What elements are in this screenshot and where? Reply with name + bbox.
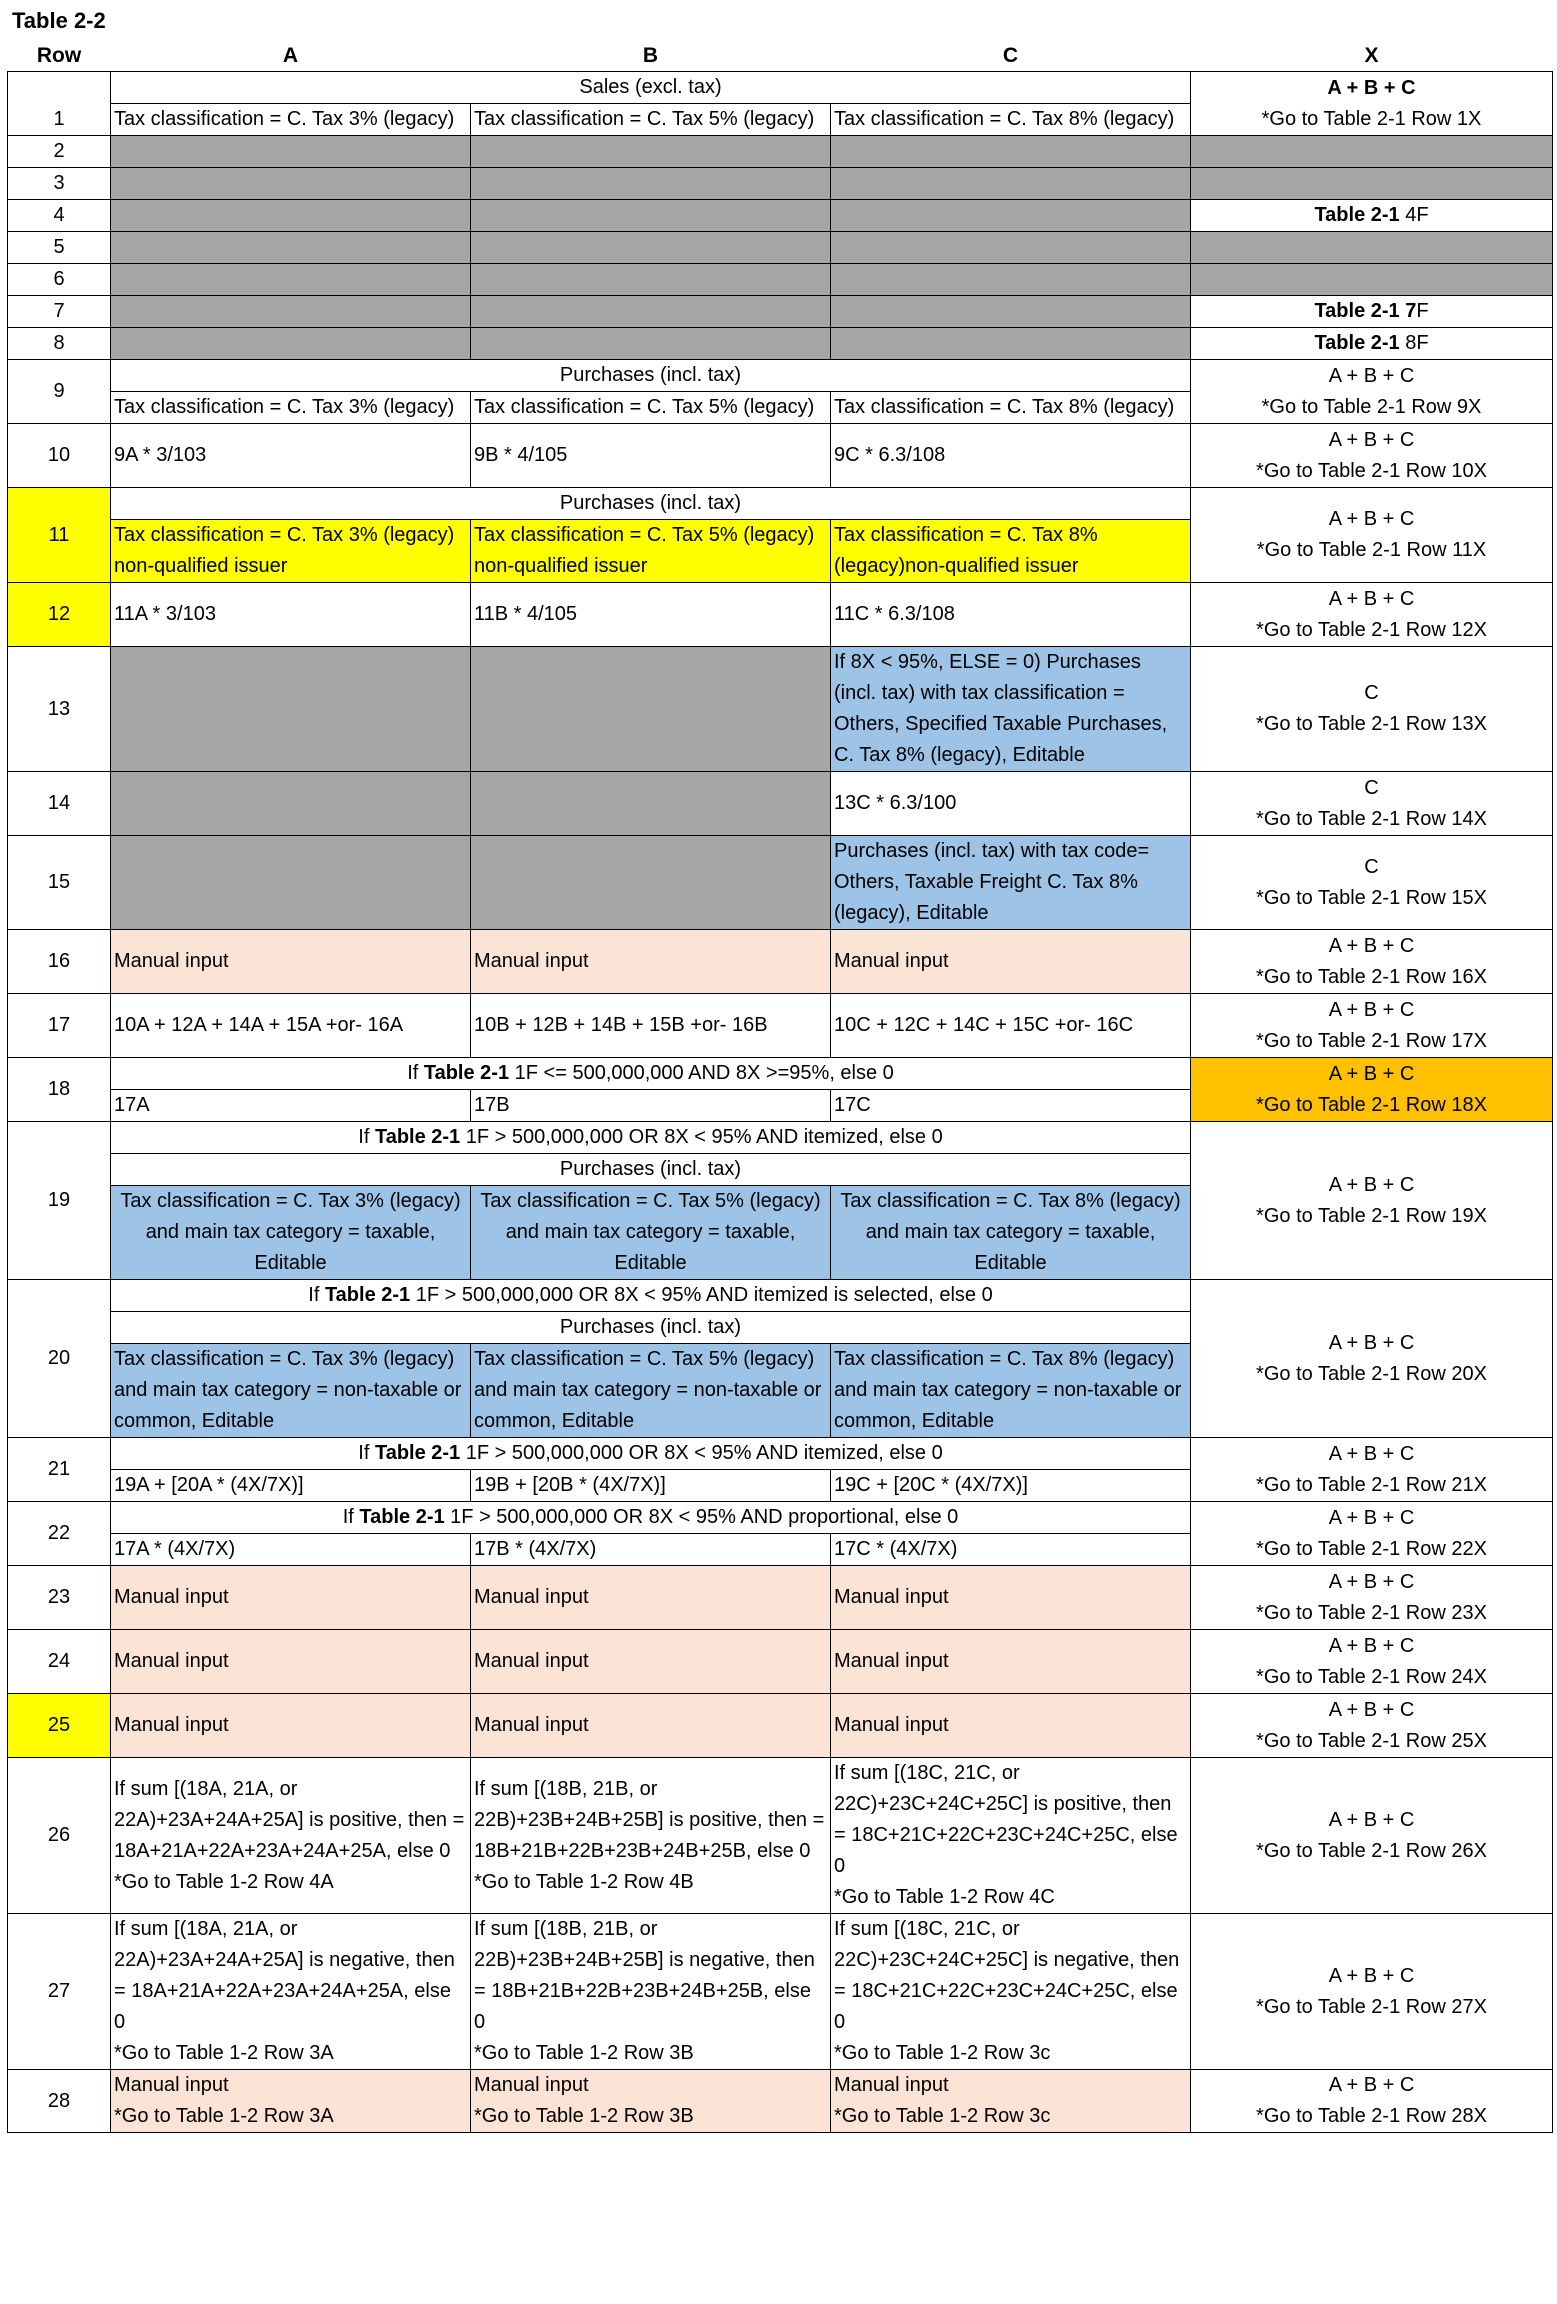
x-goto: *Go to Table 2-1 Row 28X	[1256, 2105, 1487, 2127]
cell-b: Manual input	[471, 1566, 831, 1630]
cell-a: Manual input	[111, 1566, 471, 1630]
cell-a: Tax classification = C. Tax 3% (legacy) and main tax category = non-taxable or common, Editable	[111, 1344, 471, 1438]
band-prefix: If	[308, 1284, 325, 1306]
x-formula: A + B + C	[1328, 1442, 1415, 1465]
x-formula: A + B + C	[1328, 2074, 1415, 2096]
cell-c	[831, 200, 1191, 232]
cell-b	[471, 232, 831, 264]
band-label: Purchases (incl. tax)	[111, 360, 1191, 392]
x-cell	[1191, 1566, 1553, 1630]
cell-c: Manual input	[831, 1694, 1191, 1758]
cell-formula: If sum [(18C, 21C, or 22C)+23C+24C+25C] is negative, then = 18C+21C+22C+23C+24C+25C, else 0	[834, 1918, 1180, 2033]
table-title: Table 2-2	[12, 8, 106, 33]
table-row	[8, 264, 1553, 296]
cell-c: 13C * 6.3/100	[831, 772, 1191, 836]
cell-b: 19B + [20B * (4X/7X)]	[471, 1470, 831, 1502]
x-goto: *Go to Table 2-1 Row 20X	[1256, 1362, 1487, 1385]
row-number: 6	[8, 264, 111, 296]
cell-a: 17A	[111, 1090, 471, 1122]
x-goto: *Go to Table 2-1 Row 24X	[1256, 1665, 1487, 1688]
row-number: 23	[8, 1566, 111, 1630]
table-row	[8, 296, 1553, 328]
cell-b: Tax classification = C. Tax 5% (legacy)	[471, 392, 831, 424]
x-formula: A + B + C	[1327, 76, 1416, 99]
cell-a	[111, 2070, 471, 2133]
table-row	[8, 772, 1553, 836]
band-ref: Table 2-1	[423, 1062, 510, 1084]
table-row	[8, 1122, 1553, 1154]
row-number: 18	[8, 1058, 111, 1122]
table-row	[8, 136, 1553, 168]
cell-goto: *Go to Table 1-2 Row 3A	[114, 2042, 334, 2064]
x-goto: *Go to Table 2-1 Row 27X	[1256, 1995, 1487, 2018]
table-row	[8, 168, 1553, 200]
cell-c	[831, 1758, 1191, 1914]
table-row	[8, 1914, 1553, 2070]
x-cell	[1191, 168, 1553, 200]
cell-b: 17B * (4X/7X)	[471, 1534, 831, 1566]
x-goto: *Go to Table 2-1 Row 18X	[1256, 1093, 1487, 1116]
cell-b	[471, 136, 831, 168]
x-cell	[1191, 296, 1553, 328]
table-row	[8, 1438, 1553, 1470]
x-cell	[1191, 424, 1553, 488]
x-cell	[1191, 1694, 1553, 1758]
cell-b	[471, 1914, 831, 2070]
cell-formula: Manual input	[474, 2074, 589, 2096]
header-row-label: Row	[36, 44, 82, 67]
table-row	[8, 360, 1553, 392]
x-formula: A + B + C	[1328, 1331, 1415, 1354]
table-row	[8, 583, 1553, 647]
x-ref-bold: Table 2-1	[1314, 332, 1400, 354]
x-goto: *Go to Table 2-1 Row 26X	[1256, 1839, 1487, 1862]
cell-b: Tax classification = C. Tax 5% (legacy)	[471, 104, 831, 136]
x-formula: A + B + C	[1328, 1698, 1415, 1721]
row-number: 8	[8, 328, 111, 360]
table-row	[8, 1502, 1553, 1534]
x-ref-bold: Table 2-1	[1314, 204, 1400, 226]
cell-formula: Manual input	[114, 2074, 229, 2096]
cell-b	[471, 264, 831, 296]
table-row	[8, 836, 1553, 930]
band-prefix: If	[342, 1506, 360, 1528]
table-row	[8, 488, 1553, 520]
band-label	[111, 1058, 1191, 1090]
cell-c: 9C * 6.3/108	[831, 424, 1191, 488]
x-cell	[1191, 1058, 1553, 1122]
band-ref: Table 2-1	[359, 1506, 445, 1528]
row-number: 7	[8, 296, 111, 328]
x-cell	[1191, 1122, 1553, 1280]
x-formula: A + B + C	[1328, 1634, 1415, 1657]
x-formula: A + B + C	[1328, 1570, 1415, 1593]
row-number: 14	[8, 772, 111, 836]
cell-goto: *Go to Table 1-2 Row 4A	[114, 1870, 334, 1893]
band-prefix: If	[407, 1062, 424, 1084]
table-row	[8, 1694, 1553, 1758]
row-number: 19	[8, 1122, 111, 1280]
cell-b	[471, 772, 831, 836]
x-goto: *Go to Table 2-1 Row 14X	[1256, 807, 1487, 830]
cell-a: 10A + 12A + 14A + 15A +or- 16A	[111, 994, 471, 1058]
cell-goto: *Go to Table 1-2 Row 3c	[834, 2105, 1051, 2127]
table-row	[8, 200, 1553, 232]
band-label: Purchases (incl. tax)	[111, 488, 1191, 520]
cell-b	[471, 200, 831, 232]
cell-c: Manual input	[831, 1566, 1191, 1630]
x-formula: A + B + C	[1328, 998, 1415, 1021]
cell-c: Tax classification = C. Tax 8% (legacy)non-qualified issuer	[831, 520, 1191, 583]
cell-formula: If sum [(18B, 21B, or 22B)+23B+24B+25B] is positive, then = 18B+21B+22B+23B+24B+25B, else 0	[474, 1777, 825, 1862]
cell-a	[111, 168, 471, 200]
cell-a	[111, 647, 471, 772]
x-cell	[1191, 488, 1553, 583]
x-goto: *Go to Table 2-1 Row 9X	[1261, 395, 1482, 418]
header-c: C	[1002, 44, 1019, 67]
x-cell	[1191, 930, 1553, 994]
cell-formula: If sum [(18C, 21C, or 22C)+23C+24C+25C] is positive, then = 18C+21C+22C+23C+24C+25C, else 0	[834, 1762, 1178, 1877]
x-ref-bold: Table 2-1 7	[1314, 300, 1417, 322]
row-number: 2	[8, 136, 111, 168]
cell-c: 17C	[831, 1090, 1191, 1122]
cell-b: Manual input	[471, 1630, 831, 1694]
band-ref: Table 2-1	[324, 1284, 411, 1306]
band-suffix: 1F > 500,000,000 OR 8X < 95% AND itemized is selected, else 0	[410, 1284, 993, 1306]
table-row	[8, 232, 1553, 264]
row-number: 11	[8, 488, 111, 583]
row-number: 16	[8, 930, 111, 994]
cell-goto: *Go to Table 1-2 Row 3A	[114, 2105, 334, 2127]
x-cell	[1191, 1758, 1553, 1914]
band-label	[111, 1502, 1191, 1534]
x-cell	[1191, 1502, 1553, 1566]
cell-a	[111, 232, 471, 264]
row-number: 28	[8, 2070, 111, 2133]
cell-c: 17C * (4X/7X)	[831, 1534, 1191, 1566]
cell-formula: If sum [(18A, 21A, or 22A)+23A+24A+25A] is positive, then = 18A+21A+22A+23A+24A+25A, else 0	[114, 1777, 465, 1862]
cell-goto: *Go to Table 1-2 Row 4C	[834, 1886, 1055, 1908]
band-suffix: 1F <= 500,000,000 AND 8X >=95%, else 0	[509, 1062, 894, 1084]
band-prefix: If	[358, 1442, 375, 1464]
cell-a	[111, 200, 471, 232]
cell-b	[471, 296, 831, 328]
table-row	[8, 1566, 1553, 1630]
table-row	[8, 1280, 1553, 1312]
x-ref-rest: F	[1416, 300, 1429, 322]
x-goto: *Go to Table 2-1 Row 13X	[1256, 713, 1487, 735]
cell-b: Manual input	[471, 930, 831, 994]
cell-c: Tax classification = C. Tax 8% (legacy) and main tax category = taxable, Editable	[831, 1186, 1191, 1280]
cell-c: Manual input	[831, 1630, 1191, 1694]
row-number: 13	[8, 647, 111, 772]
x-cell	[1191, 1280, 1553, 1438]
x-cell	[1191, 200, 1553, 232]
row-number: 1	[8, 72, 111, 136]
cell-a: 19A + [20A * (4X/7X)]	[111, 1470, 471, 1502]
x-cell	[1191, 647, 1553, 772]
band-label: Purchases (incl. tax)	[111, 1312, 1191, 1344]
cell-c: Tax classification = C. Tax 8% (legacy) and main tax category = non-taxable or common, Editable	[831, 1344, 1191, 1438]
x-formula: A + B + C	[1328, 428, 1415, 451]
x-goto: *Go to Table 2-1 Row 16X	[1256, 965, 1487, 988]
x-ref-rest: 4F	[1399, 204, 1429, 226]
row-number: 20	[8, 1280, 111, 1438]
band-suffix: 1F > 500,000,000 OR 8X < 95% AND itemized, else 0	[460, 1126, 943, 1148]
cell-c	[831, 296, 1191, 328]
cell-b	[471, 836, 831, 930]
cell-c: 19C + [20C * (4X/7X)]	[831, 1470, 1191, 1502]
cell-b: 9B * 4/105	[471, 424, 831, 488]
cell-c: Tax classification = C. Tax 8% (legacy)	[831, 392, 1191, 424]
x-formula: A + B + C	[1328, 1808, 1415, 1831]
cell-goto: *Go to Table 1-2 Row 3c	[834, 2042, 1051, 2064]
cell-goto: *Go to Table 1-2 Row 3B	[474, 2105, 694, 2127]
cell-a	[111, 296, 471, 328]
row-number: 24	[8, 1630, 111, 1694]
cell-c: If 8X < 95%, ELSE = 0) Purchases (incl. tax) with tax classification = Others, Specified Taxable Purchases, C. Tax 8% (legacy), Editable	[831, 647, 1191, 772]
table-row	[8, 72, 1553, 104]
cell-a: Tax classification = C. Tax 3% (legacy) non-qualified issuer	[111, 520, 471, 583]
x-formula: A + B + C	[1328, 1506, 1415, 1529]
x-formula: C	[1364, 776, 1379, 799]
band-label	[111, 1122, 1191, 1154]
cell-a: Manual input	[111, 1694, 471, 1758]
row-number: 25	[8, 1694, 111, 1758]
row-number: 4	[8, 200, 111, 232]
x-formula: A + B + C	[1328, 508, 1415, 530]
band-suffix: 1F > 500,000,000 OR 8X < 95% AND itemized, else 0	[460, 1442, 943, 1464]
cell-b	[471, 328, 831, 360]
row-number: 12	[8, 583, 111, 647]
x-cell	[1191, 1630, 1553, 1694]
x-cell	[1191, 72, 1553, 136]
cell-a	[111, 772, 471, 836]
band-label	[111, 1280, 1191, 1312]
cell-a: Tax classification = C. Tax 3% (legacy)	[111, 104, 471, 136]
x-cell	[1191, 136, 1553, 168]
cell-c: 10C + 12C + 14C + 15C +or- 16C	[831, 994, 1191, 1058]
x-cell	[1191, 360, 1553, 424]
x-goto: *Go to Table 2-1 Row 11X	[1256, 539, 1487, 561]
table-2-2	[7, 40, 1553, 2133]
cell-a	[111, 264, 471, 296]
table-row	[8, 1058, 1553, 1090]
table-row	[8, 328, 1553, 360]
cell-b: Tax classification = C. Tax 5% (legacy) and main tax category = taxable, Editable	[471, 1186, 831, 1280]
band-label: Sales (excl. tax)	[111, 72, 1191, 104]
cell-a: Manual input	[111, 1630, 471, 1694]
band-label: Purchases (incl. tax)	[111, 1154, 1191, 1186]
cell-b: Manual input	[471, 1694, 831, 1758]
x-formula: A + B + C	[1328, 1173, 1415, 1196]
x-cell	[1191, 836, 1553, 930]
cell-b	[471, 2070, 831, 2133]
cell-c	[831, 328, 1191, 360]
row-number: 9	[8, 360, 111, 424]
x-cell	[1191, 328, 1553, 360]
table-row	[8, 994, 1553, 1058]
x-formula: C	[1364, 682, 1379, 704]
cell-b: 10B + 12B + 14B + 15B +or- 16B	[471, 994, 831, 1058]
x-formula: A + B + C	[1328, 364, 1415, 387]
x-cell	[1191, 772, 1553, 836]
cell-a: 9A * 3/103	[111, 424, 471, 488]
cell-b: 17B	[471, 1090, 831, 1122]
cell-b: Tax classification = C. Tax 5% (legacy) non-qualified issuer	[471, 520, 831, 583]
cell-c: 11C * 6.3/108	[831, 583, 1191, 647]
row-number: 21	[8, 1438, 111, 1502]
band-ref: Table 2-1	[374, 1126, 461, 1148]
x-goto: *Go to Table 2-1 Row 22X	[1256, 1537, 1487, 1560]
row-number: 5	[8, 232, 111, 264]
cell-a	[111, 1758, 471, 1914]
x-formula: A + B + C	[1328, 1062, 1415, 1085]
header-row	[8, 40, 1553, 72]
row-number: 26	[8, 1758, 111, 1914]
cell-c: Tax classification = C. Tax 8% (legacy)	[831, 104, 1191, 136]
x-goto: *Go to Table 2-1 Row 25X	[1256, 1729, 1487, 1752]
band-suffix: 1F > 500,000,000 OR 8X < 95% AND proportional, else 0	[444, 1506, 959, 1528]
row-number: 3	[8, 168, 111, 200]
x-formula: A + B + C	[1328, 1964, 1415, 1987]
x-goto: *Go to Table 2-1 Row 23X	[1256, 1601, 1487, 1624]
row-number: 10	[8, 424, 111, 488]
band-label	[111, 1438, 1191, 1470]
header-a: A	[282, 44, 299, 67]
table-row	[8, 424, 1553, 488]
x-goto: *Go to Table 2-1 Row 1X	[1261, 107, 1482, 130]
cell-b: Tax classification = C. Tax 5% (legacy) and main tax category = non-taxable or common, Editable	[471, 1344, 831, 1438]
cell-a	[111, 136, 471, 168]
cell-c	[831, 1914, 1191, 2070]
cell-goto: *Go to Table 1-2 Row 3B	[474, 2042, 694, 2064]
row-number: 15	[8, 836, 111, 930]
cell-b	[471, 168, 831, 200]
cell-c	[831, 136, 1191, 168]
x-goto: *Go to Table 2-1 Row 17X	[1256, 1029, 1487, 1052]
x-cell	[1191, 264, 1553, 296]
x-cell	[1191, 2070, 1553, 2133]
x-formula: A + B + C	[1328, 934, 1415, 957]
table-row	[8, 647, 1553, 772]
cell-b: 11B * 4/105	[471, 583, 831, 647]
cell-a: 17A * (4X/7X)	[111, 1534, 471, 1566]
table-row	[8, 1630, 1553, 1694]
header-x: X	[1364, 44, 1379, 67]
cell-b	[471, 647, 831, 772]
x-ref-rest: 8F	[1399, 332, 1429, 354]
x-goto: *Go to Table 2-1 Row 10X	[1256, 459, 1487, 482]
row-number: 22	[8, 1502, 111, 1566]
x-goto: *Go to Table 2-1 Row 15X	[1256, 886, 1487, 909]
x-formula: A + B + C	[1328, 587, 1415, 610]
x-goto: *Go to Table 2-1 Row 12X	[1256, 618, 1487, 641]
row-number: 17	[8, 994, 111, 1058]
cell-a	[111, 1914, 471, 2070]
cell-c	[831, 264, 1191, 296]
cell-a	[111, 836, 471, 930]
cell-formula: If sum [(18A, 21A, or 22A)+23A+24A+25A] is negative, then = 18A+21A+22A+23A+24A+25A, else 0	[114, 1918, 455, 2033]
cell-a: Tax classification = C. Tax 3% (legacy)	[111, 392, 471, 424]
band-prefix: If	[358, 1126, 375, 1148]
cell-formula: Manual input	[834, 2074, 949, 2096]
table-row	[8, 2070, 1553, 2133]
row-number: 27	[8, 1914, 111, 2070]
table-row	[8, 1758, 1553, 1914]
x-cell	[1191, 994, 1553, 1058]
x-cell	[1191, 232, 1553, 264]
cell-a: 11A * 3/103	[111, 583, 471, 647]
x-goto: *Go to Table 2-1 Row 21X	[1256, 1473, 1487, 1496]
cell-a: Manual input	[111, 930, 471, 994]
header-b: B	[642, 44, 659, 67]
cell-c	[831, 232, 1191, 264]
cell-a: Tax classification = C. Tax 3% (legacy) and main tax category = taxable, Editable	[111, 1186, 471, 1280]
cell-a	[111, 328, 471, 360]
cell-b	[471, 1758, 831, 1914]
cell-c	[831, 168, 1191, 200]
band-ref: Table 2-1	[374, 1442, 461, 1464]
x-formula: C	[1364, 855, 1379, 878]
x-cell	[1191, 1438, 1553, 1502]
x-cell	[1191, 583, 1553, 647]
x-cell	[1191, 1914, 1553, 2070]
x-goto: *Go to Table 2-1 Row 19X	[1256, 1204, 1487, 1227]
cell-c: Purchases (incl. tax) with tax code= Others, Taxable Freight C. Tax 8% (legacy), Editable	[831, 836, 1191, 930]
cell-c: Manual input	[831, 930, 1191, 994]
cell-formula: If sum [(18B, 21B, or 22B)+23B+24B+25B] is negative, then = 18B+21B+22B+23B+24B+25B, else 0	[474, 1918, 815, 2033]
cell-c	[831, 2070, 1191, 2133]
table-row	[8, 930, 1553, 994]
cell-goto: *Go to Table 1-2 Row 4B	[474, 1870, 694, 1893]
